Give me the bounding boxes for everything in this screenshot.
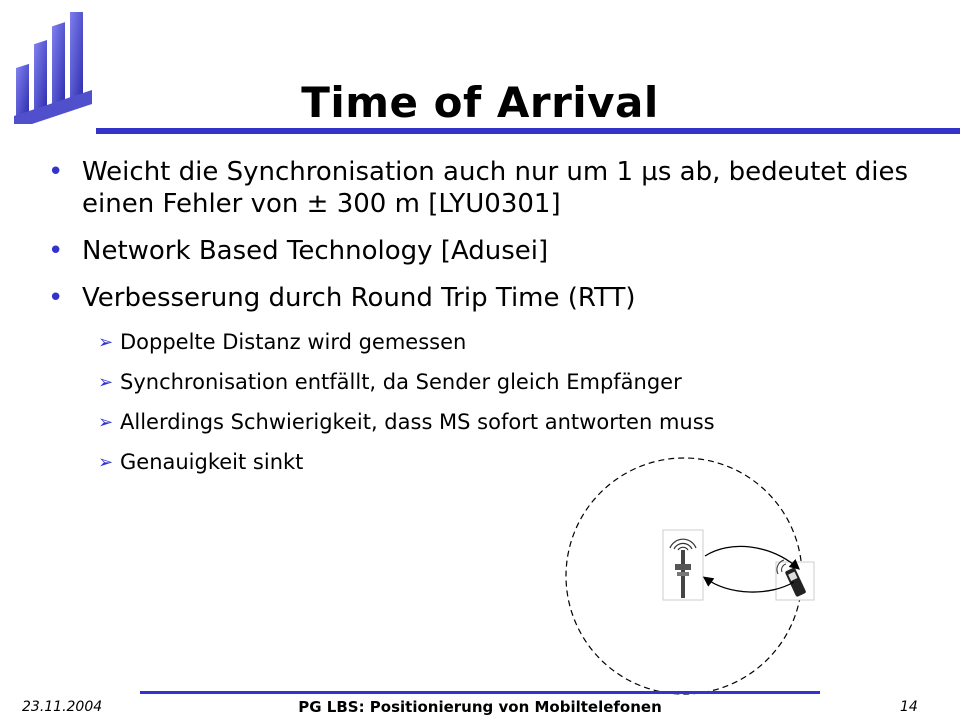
- arrow-bullet-icon: ➢: [98, 412, 114, 433]
- footer-title: PG LBS: Positionierung von Mobiltelefonen: [298, 698, 662, 716]
- bullet-dot-icon: •: [48, 157, 64, 187]
- rtt-diagram: [560, 446, 820, 706]
- slide-title: Time of Arrival: [301, 78, 659, 127]
- sub-bullet-text: Allerdings Schwierigkeit, dass MS sofort antworten muss: [120, 410, 715, 434]
- sub-bullet-text: Doppelte Distanz wird gemessen: [120, 330, 467, 354]
- cell-tower-icon: [663, 530, 703, 600]
- arrow-bullet-icon: ➢: [98, 332, 114, 353]
- sub-bullet-item: [44, 369, 924, 395]
- sub-bullet-text: Synchronisation entfällt, da Sender gleich Empfänger: [120, 370, 682, 394]
- title-divider: [96, 128, 960, 134]
- page-number: 14: [900, 699, 918, 715]
- arrow-bullet-icon: ➢: [98, 452, 114, 473]
- sub-bullet-item: [44, 329, 924, 355]
- bullet-item: [44, 282, 924, 314]
- bullet-item: [44, 235, 924, 267]
- bullet-list: [44, 156, 924, 489]
- bullet-item: [44, 156, 924, 220]
- bullet-text: Network Based Technology [Adusei]: [82, 236, 549, 266]
- sub-bullet-item: [44, 409, 924, 435]
- bullet-text: Weicht die Synchronisation auch nur um 1 µs ab, bedeutet dies einen Fehler von ± 300 m [LYU0301]: [82, 157, 908, 219]
- footer-date: 23.11.2004: [22, 699, 103, 715]
- bullet-text: Verbesserung durch Round Trip Time (RTT): [82, 283, 636, 313]
- sub-bullet-text: Genauigkeit sinkt: [120, 450, 304, 474]
- footer-divider: [140, 691, 820, 694]
- bullet-dot-icon: •: [48, 283, 64, 313]
- arrow-bullet-icon: ➢: [98, 372, 114, 393]
- bullet-dot-icon: •: [48, 236, 64, 266]
